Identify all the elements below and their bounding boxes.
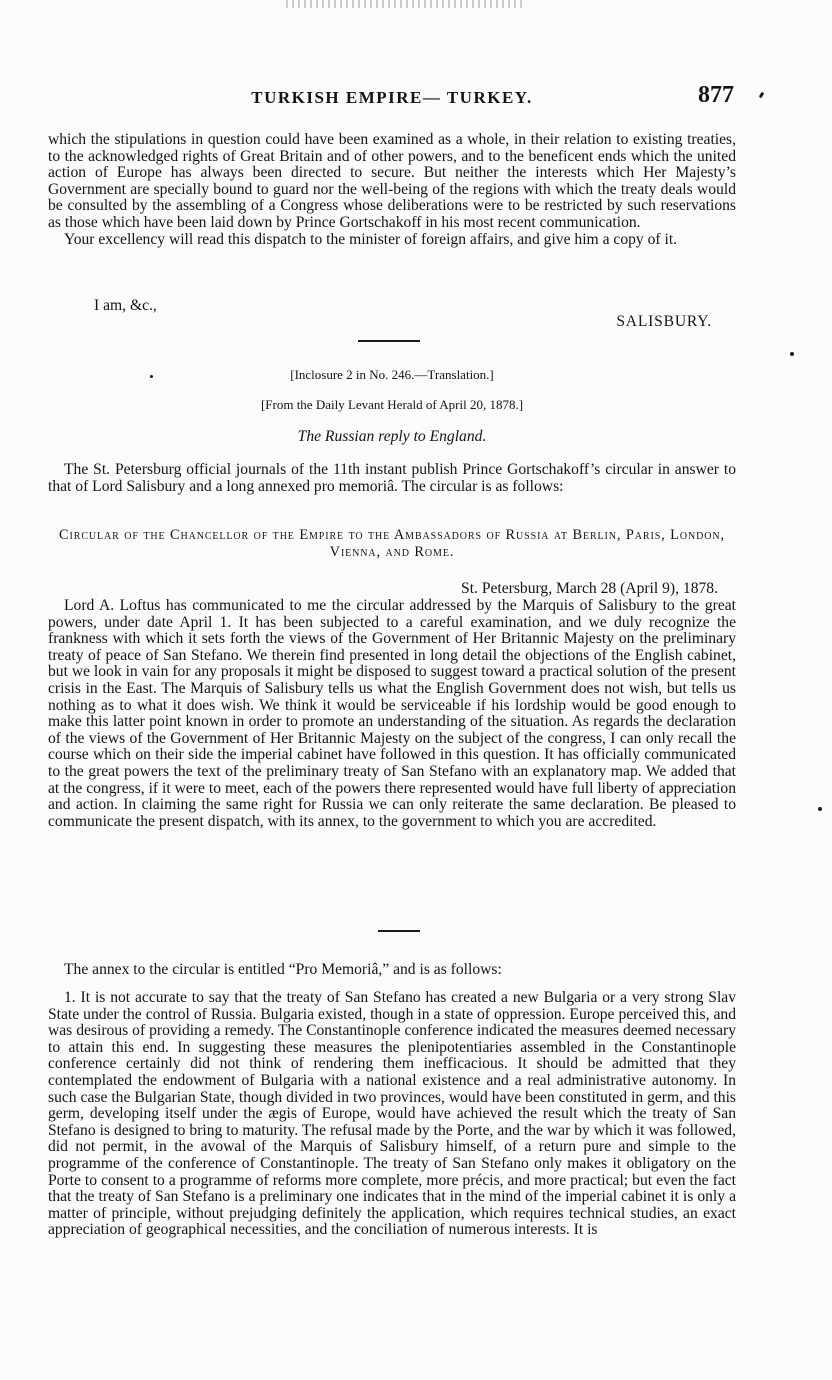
letter-closing: I am, &c., bbox=[94, 297, 157, 314]
intro-paragraph-block bbox=[48, 462, 736, 495]
scan-speck bbox=[790, 352, 794, 356]
scan-speck bbox=[818, 807, 822, 811]
annex-intro-text: The annex to the circular is entitled “Pro Memoriâ,” and is as follows: bbox=[64, 961, 502, 978]
circular-paragraph: Lord A. Loftus has communicated to me the circular addressed by the Marquis of Salisbury to the great powers, under date April 1. It has been subjected to a careful examination, and we duly recognize the frankness with which it sets forth the views of the Government of Her Britannic Majesty on the preliminary treaty of peace of San Stefano. We therein find presented in long detail the objections of the English cabinet, but we look in vain for any proposals it might be disposed to suggest toward a practical solution of the present crisis in the East. The Marquis of Salisbury tells us what the English Government does not wish, but tells us nothing as to what it does wish. We think it would be serviceable if his lordship would be good enough to make this latter point known in order to promote an understanding of the situation. As regards the declaration of the views of the Government of Her Britannic Majesty on the subject of the congress, I can only recall the course which on their side the imperial cabinet have followed in this question. It has officially communicated to the great powers the text of the preliminary treaty of San Stefano with an explanatory map. We added that at the congress, if it were to meet, each of the powers there represented would have full liberty of appreciation and action. In claiming the same right for Russia we can only reiterate the same declaration. Be pleased to communicate the present dispatch, with its annex, to the government to which you are accredited. bbox=[48, 597, 736, 830]
page-number: 877 bbox=[698, 82, 734, 108]
letter-paragraph: Your excellency will read this dispatch to the minister of foreign affairs, and give him a copy of it. bbox=[64, 230, 678, 248]
running-head: TURKISH EMPIRE— TURKEY. bbox=[251, 88, 533, 107]
scan-speck bbox=[759, 92, 765, 99]
intro-paragraph: The St. Petersburg official journals of the 11th instant publish Prince Gortschakoff’s circular in answer to that of Lord Salisbury and a long annexed pro memoriâ. The circular is as follows: bbox=[48, 461, 736, 495]
annex-item: 1. It is not accurate to say that the treaty of San Stefano has created a new Bulgaria or a very strong Slav State under the control of Russia. Bulgaria existed, though in a state of oppression. Europe perceived this, and was desirous of providing a remedy. The Constantinople conference indicated the measures deemed necessary to attain this end. In suggesting these measures the plenipotentiaries assembled in the Constantinople conference certainly did not think of rendering them inefficacious. It should be admitted that they contemplated the endowment of Bulgaria with a national existence and a real administrative autonomy. In such case the Bulgarian State, though divided in two provinces, would have been constituted in germ, and this germ, developing itself under the ægis of Europe, would have achieved the result which the treaty of San Stefano is designed to bring to maturity. The refusal made by the Porte, and the war by which it was followed, did not permit, in the avowal of the Marquis of Salisbury himself, of a return pure and simple to the programme of the conference of Constantinople. The treaty of San Stefano only makes it obligatory on the Porte to consent to a programme of reforms more complete, more précis, and more practical; but even the fact that the treaty of San Stefano is a preliminary one indicates that in the mind of the imperial cabinet it is only a matter of principle, without prejudging definitely the application, which requires technical studies, an exact appreciation of geographical necessities, and the conciliation of numerous interests. It is bbox=[48, 989, 736, 1239]
letter-body bbox=[48, 132, 736, 248]
letter-paragraph: which the stipulations in question could have been examined as a whole, in their relation to existing treaties, to the acknowledged rights of Great Britain and of other powers, and to the beneficent ends which the united action of Europe has always been directed to secure. But neither the interests which Her Majesty’s Government are specially bound to guard nor the well-being of the regions with which the treaty deals would be consulted by the assembling of a Congress whose deliberations were to be restricted by such reservations as those which have been laid down by Prince Gortschakoff in his most recent communication. bbox=[48, 131, 736, 231]
annex-body bbox=[48, 990, 736, 1239]
section-divider bbox=[378, 930, 420, 932]
dateline: St. Petersburg, March 28 (April 9), 1878. bbox=[461, 580, 718, 597]
circular-body bbox=[48, 598, 736, 830]
page-header bbox=[48, 82, 736, 112]
circular-heading: Circular of the Chancellor of the Empire to the Ambassadors of Russia at Berlin, Paris, London, Vienna, and Rome. bbox=[59, 527, 725, 560]
section-divider bbox=[358, 340, 420, 342]
annex-intro bbox=[48, 962, 736, 979]
signature: SALISBURY. bbox=[616, 313, 712, 330]
scan-artifact-top bbox=[286, 0, 526, 8]
enclosure-label: [Inclosure 2 in No. 246.—Translation.] bbox=[290, 367, 494, 382]
source-note: [From the Daily Levant Herald of April 20, 1878.] bbox=[260, 397, 524, 412]
section-title: The Russian reply to England. bbox=[297, 428, 487, 445]
